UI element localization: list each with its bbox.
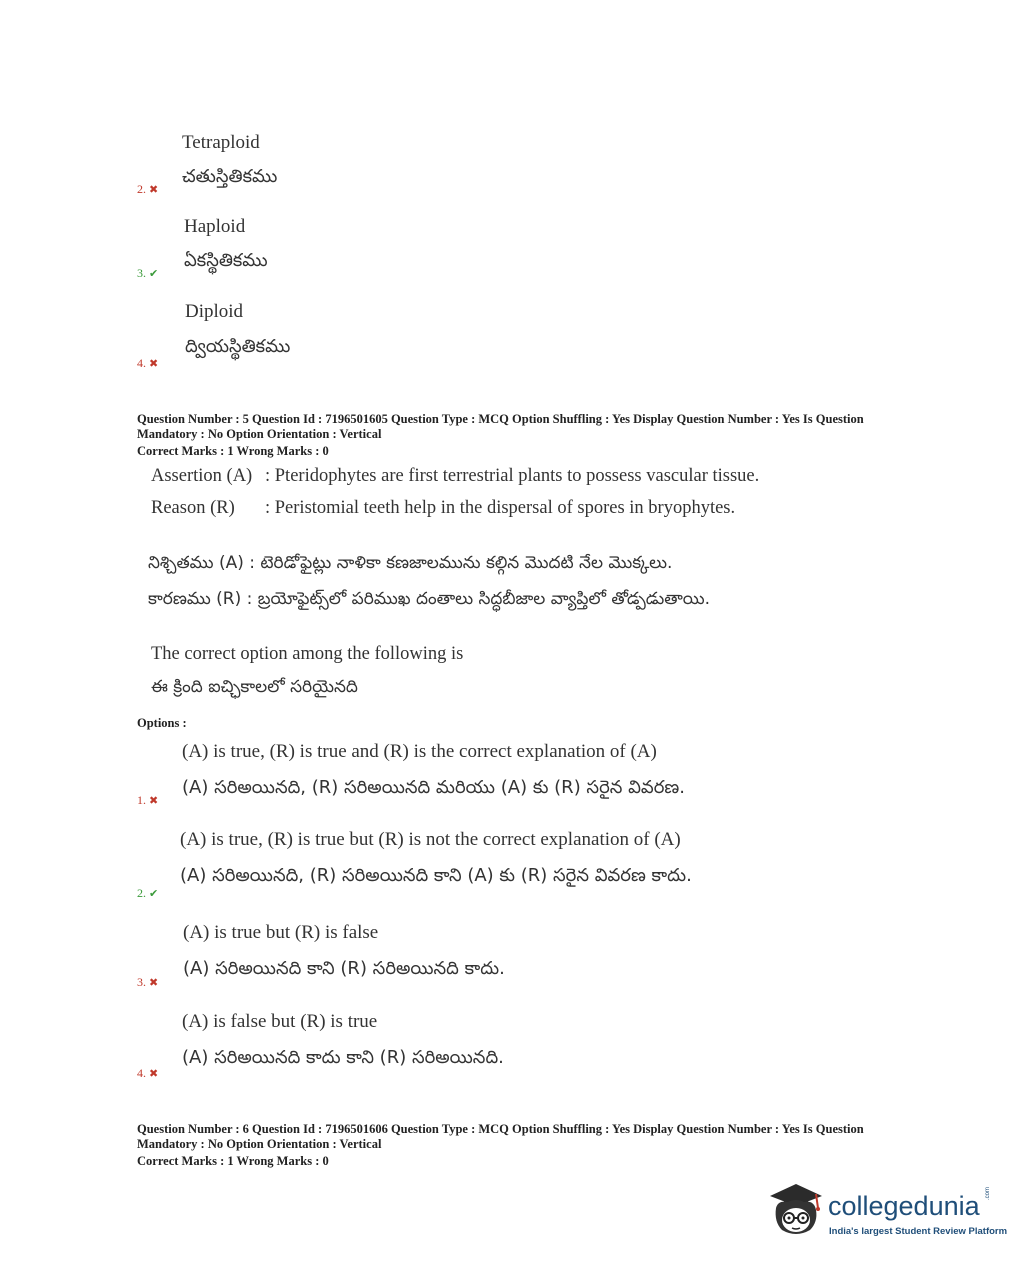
q5-assertion xyxy=(151,466,759,487)
collegedunia-wordmark: collegedunia xyxy=(828,1191,980,1221)
wrong-mark-icon: ✖ xyxy=(149,183,159,196)
q5-option-2-en: (A) is true, (R) is true but (R) is not the correct explanation of (A) xyxy=(180,829,681,850)
prev-option-4-te: ద్వియస్థితికము xyxy=(185,336,291,357)
q5-option-1-en: (A) is true, (R) is true and (R) is the correct explanation of (A) xyxy=(182,741,657,762)
prev-option-3-en: Haploid xyxy=(184,216,246,237)
q5-option-3-te: (A) సరిఅయినది కాని (R) సరిఅయినది కాదు. xyxy=(183,958,505,979)
check-mark-icon: ✔ xyxy=(149,267,159,280)
wrong-mark-icon: ✖ xyxy=(149,794,159,807)
collegedunia-mascot-icon xyxy=(766,1178,826,1242)
q5-prompt-te: ఈ క్రింది ఐచ్ఛికాలలో సరియైనది xyxy=(151,677,358,697)
prev-option-3-te: ఏకస్థితికము xyxy=(184,250,268,271)
q5-option-2-number: 2. ✔ xyxy=(137,886,159,900)
q5-option-1-number: 1. ✖ xyxy=(137,793,159,807)
q5-option-4-number: 4. ✖ xyxy=(137,1066,159,1080)
prev-option-2-en: Tetraploid xyxy=(182,132,260,153)
reason-label: Reason (R) xyxy=(151,498,235,518)
q6-meta: Question Number : 6 Question Id : 7196501606 Question Type : MCQ Option Shuffling : Yes Display Question Number : Yes Is Question Mandatory : No Option Orientation : Vertical xyxy=(137,1122,864,1151)
wrong-mark-icon: ✖ xyxy=(149,357,159,370)
q5-option-2-te: (A) సరిఅయినది, (R) సరిఅయినది కాని (A) కు (R) సరైన వివరణ కాదు. xyxy=(180,865,692,886)
assertion-text: : Pteridophytes are first terrestrial plants to possess vascular tissue. xyxy=(265,466,760,486)
q5-option-3-en: (A) is true but (R) is false xyxy=(183,922,379,943)
collegedunia-tagline: India's largest Student Review Platform xyxy=(829,1226,1008,1237)
q5-prompt-en: The correct option among the following is xyxy=(151,644,464,664)
q5-option-3-number: 3. ✖ xyxy=(137,975,159,989)
q5-option-4-en: (A) is false but (R) is true xyxy=(182,1011,378,1032)
q5-assertion-te: నిశ్చితము (A) : టెరిడోఫైట్లు నాళికా కణజాలమును కల్గిన మొదటి నేల మొక్కలు. xyxy=(148,553,673,573)
reason-text: : Peristomial teeth help in the dispersal of spores in bryophytes. xyxy=(265,498,736,518)
q5-options-label: Options : xyxy=(137,716,187,730)
q5-meta: Question Number : 5 Question Id : 7196501605 Question Type : MCQ Option Shuffling : Yes Display Question Number : Yes Is Question Mandatory : No Option Orientation : Vertical xyxy=(137,412,864,441)
wrong-mark-icon: ✖ xyxy=(149,1067,159,1080)
prev-option-4-en: Diploid xyxy=(185,301,244,322)
prev-option-3-number: 3. ✔ xyxy=(137,266,159,280)
collegedunia-domain: .com xyxy=(985,1186,991,1200)
wrong-mark-icon: ✖ xyxy=(149,976,159,989)
q5-reason xyxy=(151,498,735,519)
prev-option-2-number: 2. ✖ xyxy=(137,182,159,196)
q5-marks: Correct Marks : 1 Wrong Marks : 0 xyxy=(137,444,329,458)
check-mark-icon: ✔ xyxy=(149,887,159,900)
prev-option-4-number: 4. ✖ xyxy=(137,356,159,370)
q5-reason-te: కారణము (R) : బ్రయోఫైట్స్‌లో పరిముఖ దంతాలు సిద్ధబీజాల వ్యాప్తిలో తోడ్పడుతాయి. xyxy=(148,589,711,609)
q6-marks: Correct Marks : 1 Wrong Marks : 0 xyxy=(137,1154,329,1168)
q5-option-4-te: (A) సరిఅయినది కాదు కాని (R) సరిఅయినది. xyxy=(182,1047,504,1068)
assertion-label: Assertion (A) xyxy=(151,466,253,486)
q5-option-1-te: (A) సరిఅయినది, (R) సరిఅయినది మరియు (A) కు (R) సరైన వివరణ. xyxy=(182,777,685,798)
prev-option-2-te: చతుస్తితికము xyxy=(182,166,278,187)
